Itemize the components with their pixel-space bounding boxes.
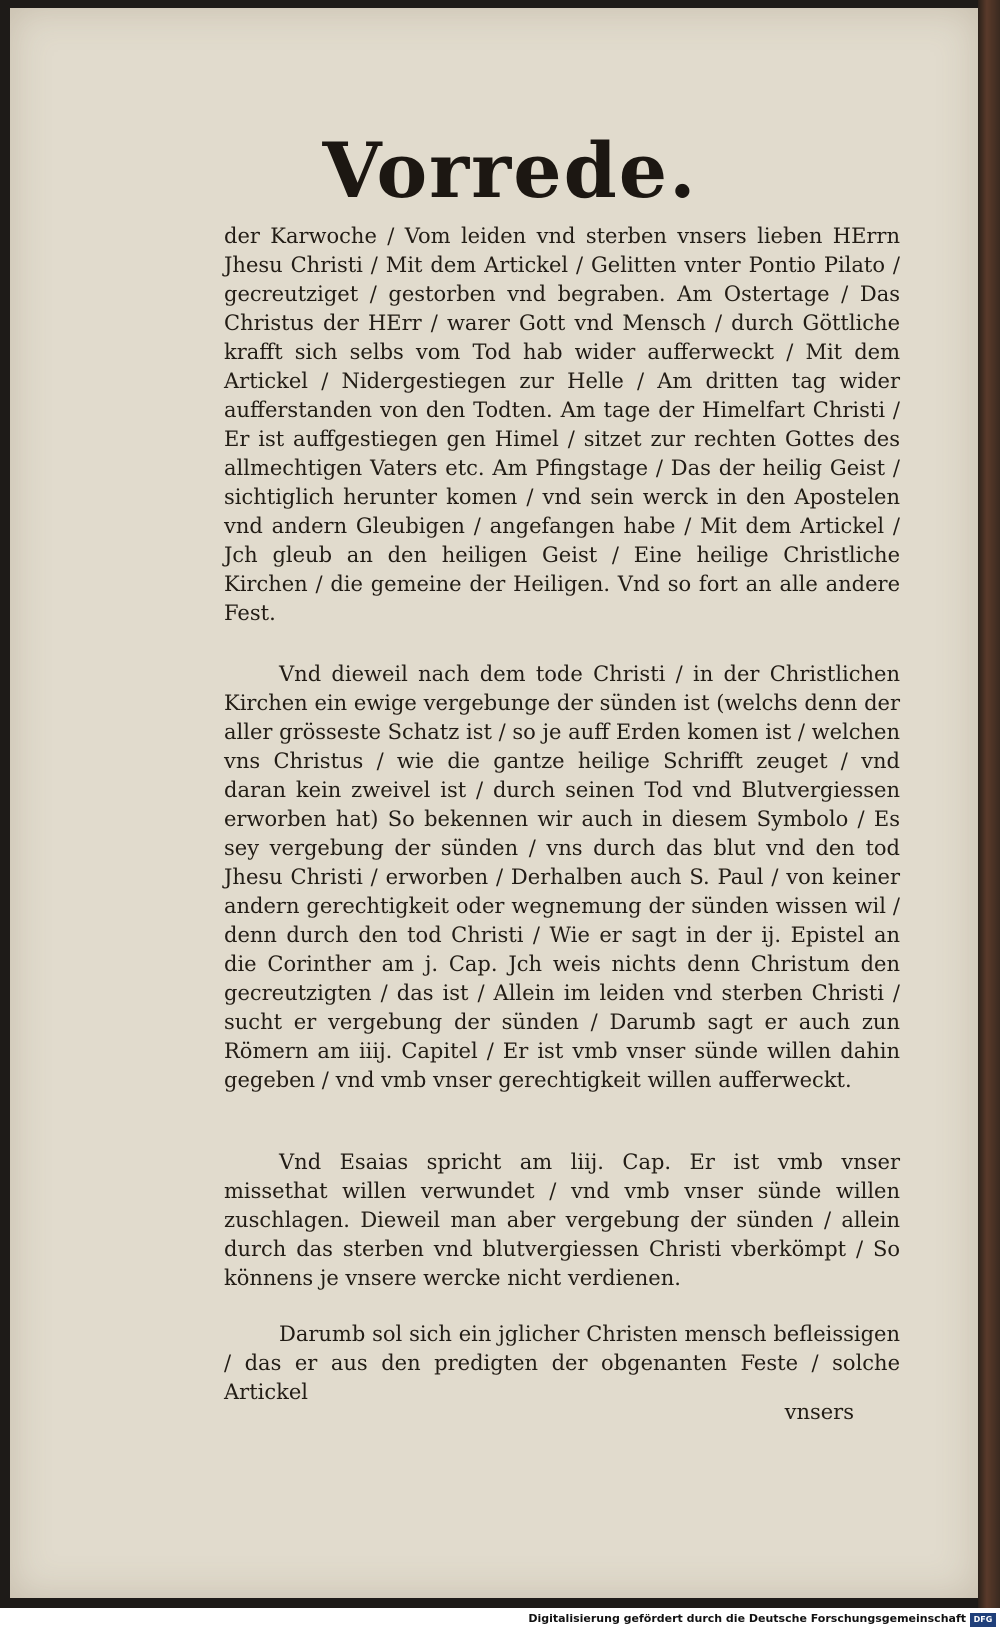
paragraph-1: der Karwoche / Vom leiden vnd sterben vnsers lieben HErrn Jhesu Christi / Mit dem Artickel / Gelitten vnter Pontio Pilato / gecreutziget / gestorben vnd begraben. Am Ostertage / Das Christus der HErr / warer Gott vnd Mensch / durch Göttliche krafft sich selbs vom Tod hab wider aufferweckt / Mit dem Artickel / Nidergestiegen zur Helle / Am dritten tag wider aufferstanden von den Todten. Am tage der Himelfart Christi / Er ist auffgestiegen gen Himel / sitzet zur rechten Gottes des allmechtigen Vaters etc. Am Pfingstage / Das der heilig Geist / sichtiglich herunter komen / vnd sein werck in den Apostelen vnd andern Gleubigen / angefangen habe / Mit dem Artickel / Jch gleub an den heiligen Geist / Eine heilige Christliche Kirchen / die gemeine der Heiligen. Vnd so fort an alle andere Fest. bbox=[224, 224, 900, 625]
paragraph-3: Vnd Esaias spricht am liij. Cap. Er ist vmb vnser missethat willen verwundet / vnd vmb vnser sünde willen zuschlagen. Dieweil man aber vergebung der sünden / allein durch das sterben vnd blutvergiessen Christi vberkömpt / So könnens je vnsere wercke nicht verdienen. bbox=[224, 1150, 900, 1290]
page-header: Vorrede. bbox=[322, 126, 698, 215]
document-page bbox=[10, 8, 978, 1598]
paragraph-4: Darumb sol sich ein jglicher Christen mensch befleissigen / das er aus den predigten der obgenanten Feste / solche Artickel bbox=[224, 1322, 900, 1404]
funding-notice: Digitalisierung gefördert durch die Deutsche Forschungsgemeinschaft bbox=[528, 1612, 966, 1625]
footer-bar bbox=[0, 1608, 1000, 1632]
book-spine-edge bbox=[978, 0, 1000, 1608]
dfg-logo-icon: DFG bbox=[970, 1613, 996, 1627]
paragraph-2: Vnd dieweil nach dem tode Christi / in der Christlichen Kirchen ein ewige vergebunge der sünden ist (welchs denn der aller grösseste Schatz ist / so je auff Erden komen ist / welchen vns Christus / wie die gantze heilige Schrifft zeuget / vnd daran kein zweivel ist / durch seinen Tod vnd Blutvergiessen erworben hat) So bekennen wir auch in diesem Symbolo / Es sey vergebung der sünden / vns durch das blut vnd den tod Jhesu Christi / erworben / Derhalben auch S. Paul / von keiner andern gerechtigkeit oder wegnemung der sünden wissen wil / denn durch den tod Christi / Wie er sagt in der ij. Epistel an die Corinther am j. Cap. Jch weis nichts denn Christum den gecreutzigten / das ist / Allein im leiden vnd sterben Christi / sucht er vergebung der sünden / Darumb sagt er auch zun Römern am iiij. Capitel / Er ist vmb vnser sünde willen dahin gegeben / vnd vmb vnser gerechtigkeit willen aufferweckt. bbox=[224, 662, 900, 1092]
catchword: vnsers bbox=[784, 1400, 854, 1424]
